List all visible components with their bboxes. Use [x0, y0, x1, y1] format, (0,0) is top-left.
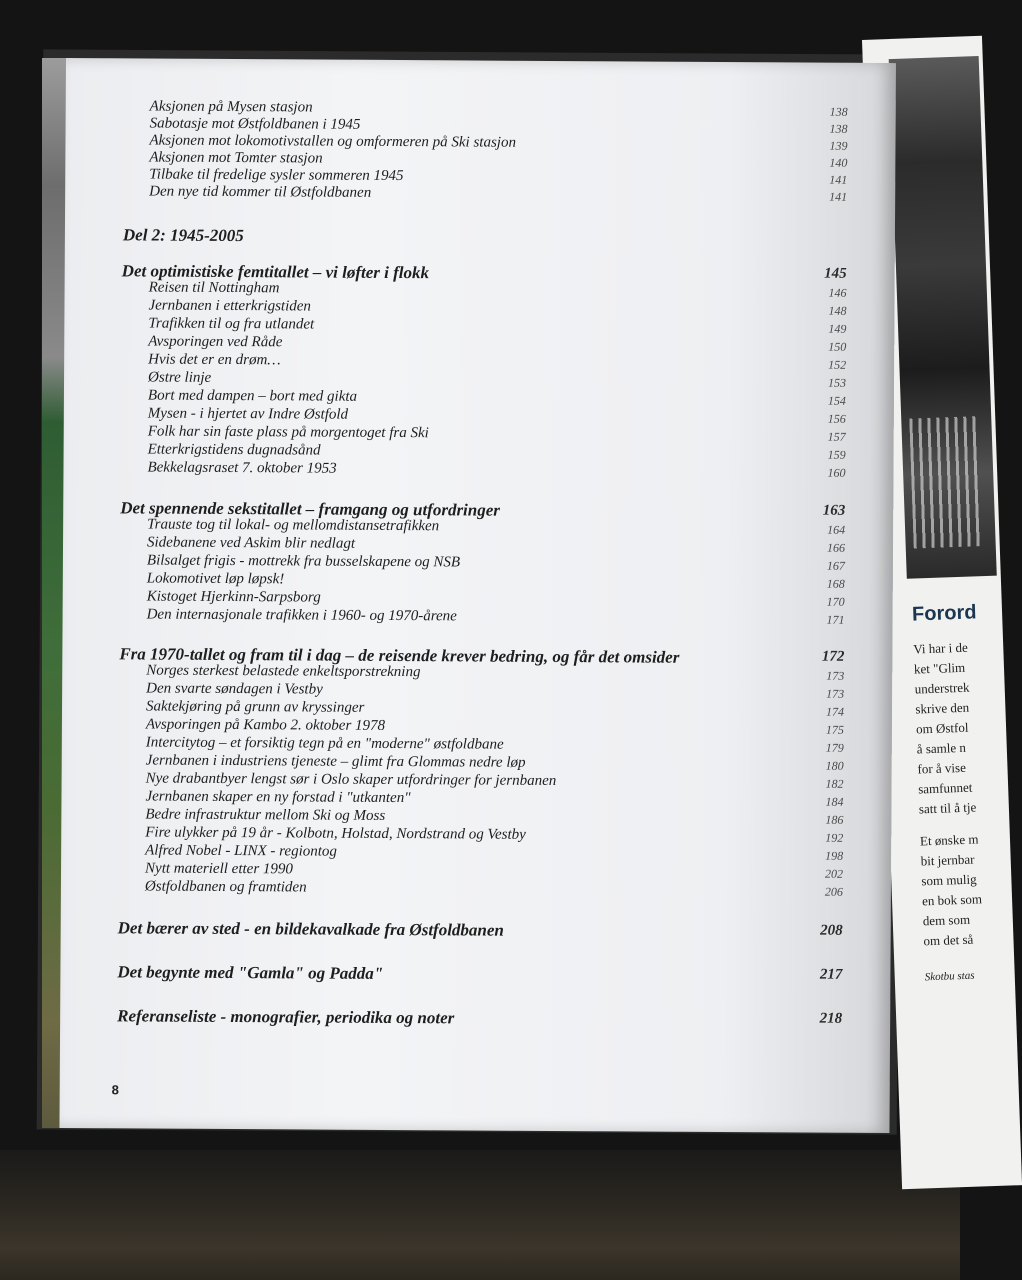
facing-page-line: ket "Glim — [913, 659, 966, 677]
toc-page-number: 171 — [826, 612, 845, 627]
toc-entry: Sidebanene ved Askim blir nedlagt — [146, 534, 356, 552]
facing-page-line: om det så — [923, 931, 974, 949]
toc-entry: Fire ulykker på 19 år - Kolbotn, Holstad, Nordstrand og Vestby — [145, 824, 526, 843]
facing-page-line: som mulig — [921, 871, 977, 889]
toc-entry: Etterkrigstidens dugnadsånd — [147, 441, 321, 459]
toc-entry: Den internasjonale trafikken i 1960- og 1970-årene — [146, 606, 457, 625]
toc-entry: Trafikken til og fra utlandet — [148, 315, 315, 333]
desk-background — [0, 1150, 960, 1280]
toc-page-number: 179 — [825, 740, 844, 755]
toc-entry: Jernbanen i industriens tjeneste – glimt fra Glommas nedre løp — [145, 752, 526, 771]
facing-page-photo — [889, 56, 997, 579]
toc-entry: Norges sterkest belastede enkeltsporstrekning — [146, 662, 421, 681]
toc-section: Det begynte med "Gamla" og Padda" — [117, 962, 384, 983]
toc-part: Del 2: 1945-2005 — [122, 225, 244, 246]
toc-entry: Østre linje — [148, 369, 212, 386]
toc-page-number: 168 — [826, 576, 845, 591]
toc-section: Fra 1970-tallet og fram til i dag – de reisende krever bedring, og får det omsider — [119, 644, 680, 667]
toc-page-number: 139 — [829, 138, 848, 153]
toc-page-number: 173 — [826, 668, 845, 683]
facing-page-line: understrek — [914, 679, 970, 697]
facing-page-line: satt til å tje — [918, 799, 977, 817]
toc-page-number: 202 — [824, 866, 844, 881]
toc-entry: Aksjonen mot lokomotivstallen og omformeren på Ski stasjon — [149, 132, 517, 151]
photo-fence — [909, 416, 983, 548]
toc-entry: Aksjonen mot Tomter stasjon — [149, 149, 323, 167]
toc-page-number: 184 — [825, 794, 844, 809]
facing-page-line: Vi har i de — [913, 639, 968, 657]
toc-page-number: 156 — [827, 411, 846, 426]
toc-page-number: 141 — [829, 189, 848, 204]
toc-page-number: 159 — [827, 447, 846, 462]
toc-entry: Bekkelagsraset 7. oktober 1953 — [147, 459, 337, 477]
toc-page-number: 166 — [826, 540, 846, 555]
toc-entry: Trauste tog til lokal- og mellomdistansetrafikken — [147, 516, 440, 535]
toc-entry: Den nye tid kommer til Østfoldbanen — [149, 183, 372, 201]
toc-page-number: 192 — [825, 830, 844, 845]
toc-entry: Saktekjøring på grunn av kryssinger — [145, 698, 365, 716]
toc-page-number: 182 — [825, 776, 844, 791]
facing-page-line: samfunnet — [917, 779, 973, 797]
toc-entry: Mysen - i hjertet av Indre Østfold — [147, 405, 349, 423]
toc-page-number: 174 — [825, 704, 845, 719]
toc-page-number: 160 — [827, 465, 846, 480]
toc-entry: Kistoget Hjerkinn-Sarpsborg — [146, 588, 321, 606]
toc-page-number: 173 — [826, 686, 845, 701]
toc-page — [59, 58, 896, 1133]
toc-page-number: 198 — [825, 848, 844, 863]
toc-page-number: 206 — [824, 884, 843, 899]
facing-page-line: skrive den — [915, 699, 970, 717]
toc-entry: Jernbanen i etterkrigstiden — [148, 297, 312, 315]
toc-entry: Nye drabantbyer lengst sør i Oslo skaper utfordringer for jernbanen — [145, 770, 557, 790]
toc-page-number: 218 — [819, 1010, 843, 1027]
toc-page-number: 157 — [827, 429, 846, 444]
toc-page-number: 175 — [825, 722, 844, 737]
facing-page-line: for å vise — [917, 759, 967, 777]
toc-section: Det bærer av sted - en bildekavalkade fra Østfoldbanen — [117, 918, 504, 940]
facing-page-heading: Forord — [911, 601, 977, 626]
toc-entry: Avsporingen ved Råde — [148, 333, 283, 351]
facing-page-line: en bok som — [921, 891, 983, 909]
toc-entry: Intercitytog – et forsiktig tegn på en "moderne" østfoldbane — [145, 734, 504, 753]
facing-page-line: Et ønske m — [919, 831, 979, 849]
toc-entry: Tilbake til fredelige sysler sommeren 1945 — [149, 166, 404, 185]
facing-page-line: å samle n — [916, 739, 967, 757]
toc-entry: Nytt materiell etter 1990 — [145, 860, 293, 878]
toc-section: Referanseliste - monografier, periodika og noter — [117, 1006, 455, 1028]
toc-page-number: 153 — [827, 375, 847, 390]
toc-page-number: 152 — [828, 357, 847, 372]
toc-page-number: 141 — [829, 172, 848, 187]
facing-page-line: bit jernbar — [920, 851, 975, 869]
page-number: 8 — [111, 1082, 119, 1098]
toc-section: Det optimistiske femtitallet – vi løfter i flokk — [121, 261, 430, 283]
toc-entry: Alfred Nobel - LINX - regiontog — [145, 842, 338, 860]
toc-entry: Bedre infrastruktur mellom Ski og Moss — [145, 806, 386, 824]
toc-entry: Hvis det er en drøm… — [148, 351, 281, 369]
toc-page-number: 186 — [825, 812, 844, 827]
toc-entry: Reisen til Nottingham — [148, 279, 280, 297]
toc-entry: Folk har sin faste plass på morgentoget fra Ski — [147, 423, 429, 442]
toc-page-number: 170 — [826, 594, 845, 609]
toc-entry: Østfoldbanen og framtiden — [144, 878, 307, 896]
toc-entry: Lokomotivet løp løpsk! — [146, 570, 285, 588]
toc-page-number: 164 — [827, 522, 846, 537]
toc-page-number: 150 — [828, 339, 847, 354]
toc-page-number: 145 — [824, 265, 847, 282]
facing-page-line: dem som — [922, 911, 971, 929]
toc-page-number: 163 — [822, 502, 846, 519]
toc-section: Det spennende sekstitallet – framgang og utfordringer — [120, 498, 500, 520]
toc-page-number: 208 — [820, 922, 843, 939]
toc-page-number: 180 — [825, 758, 844, 773]
toc-entry: Bort med dampen – bort med gikta — [147, 387, 358, 405]
toc-entry: Bilsalget frigis - mottrekk fra busselskapene og NSB — [146, 552, 461, 571]
facing-page-caption: Skotbu stas — [924, 969, 975, 984]
toc-entry: Den svarte søndagen i Vestby — [146, 680, 323, 698]
table-of-contents — [59, 58, 896, 1133]
toc-page-number: 149 — [828, 321, 847, 336]
toc-page-number: 148 — [828, 303, 847, 318]
toc-page-number: 140 — [829, 155, 848, 170]
facing-page-line: om Østfol — [915, 719, 969, 737]
toc-page-number: 172 — [821, 648, 845, 665]
toc-entry: Aksjonen på Mysen stasjon — [149, 98, 313, 116]
toc-page-number: 138 — [829, 121, 848, 136]
toc-page-number: 138 — [829, 104, 848, 119]
toc-entry: Jernbanen skaper en ny forstad i "utkanten" — [145, 788, 411, 807]
toc-page-number: 154 — [827, 393, 846, 408]
toc-entry: Avsporingen på Kambo 2. oktober 1978 — [145, 716, 386, 734]
toc-entry: Sabotasje mot Østfoldbanen i 1945 — [149, 115, 361, 133]
toc-page-number: 167 — [826, 558, 845, 573]
toc-page-number: 217 — [819, 966, 843, 983]
toc-page-number: 146 — [828, 285, 847, 300]
